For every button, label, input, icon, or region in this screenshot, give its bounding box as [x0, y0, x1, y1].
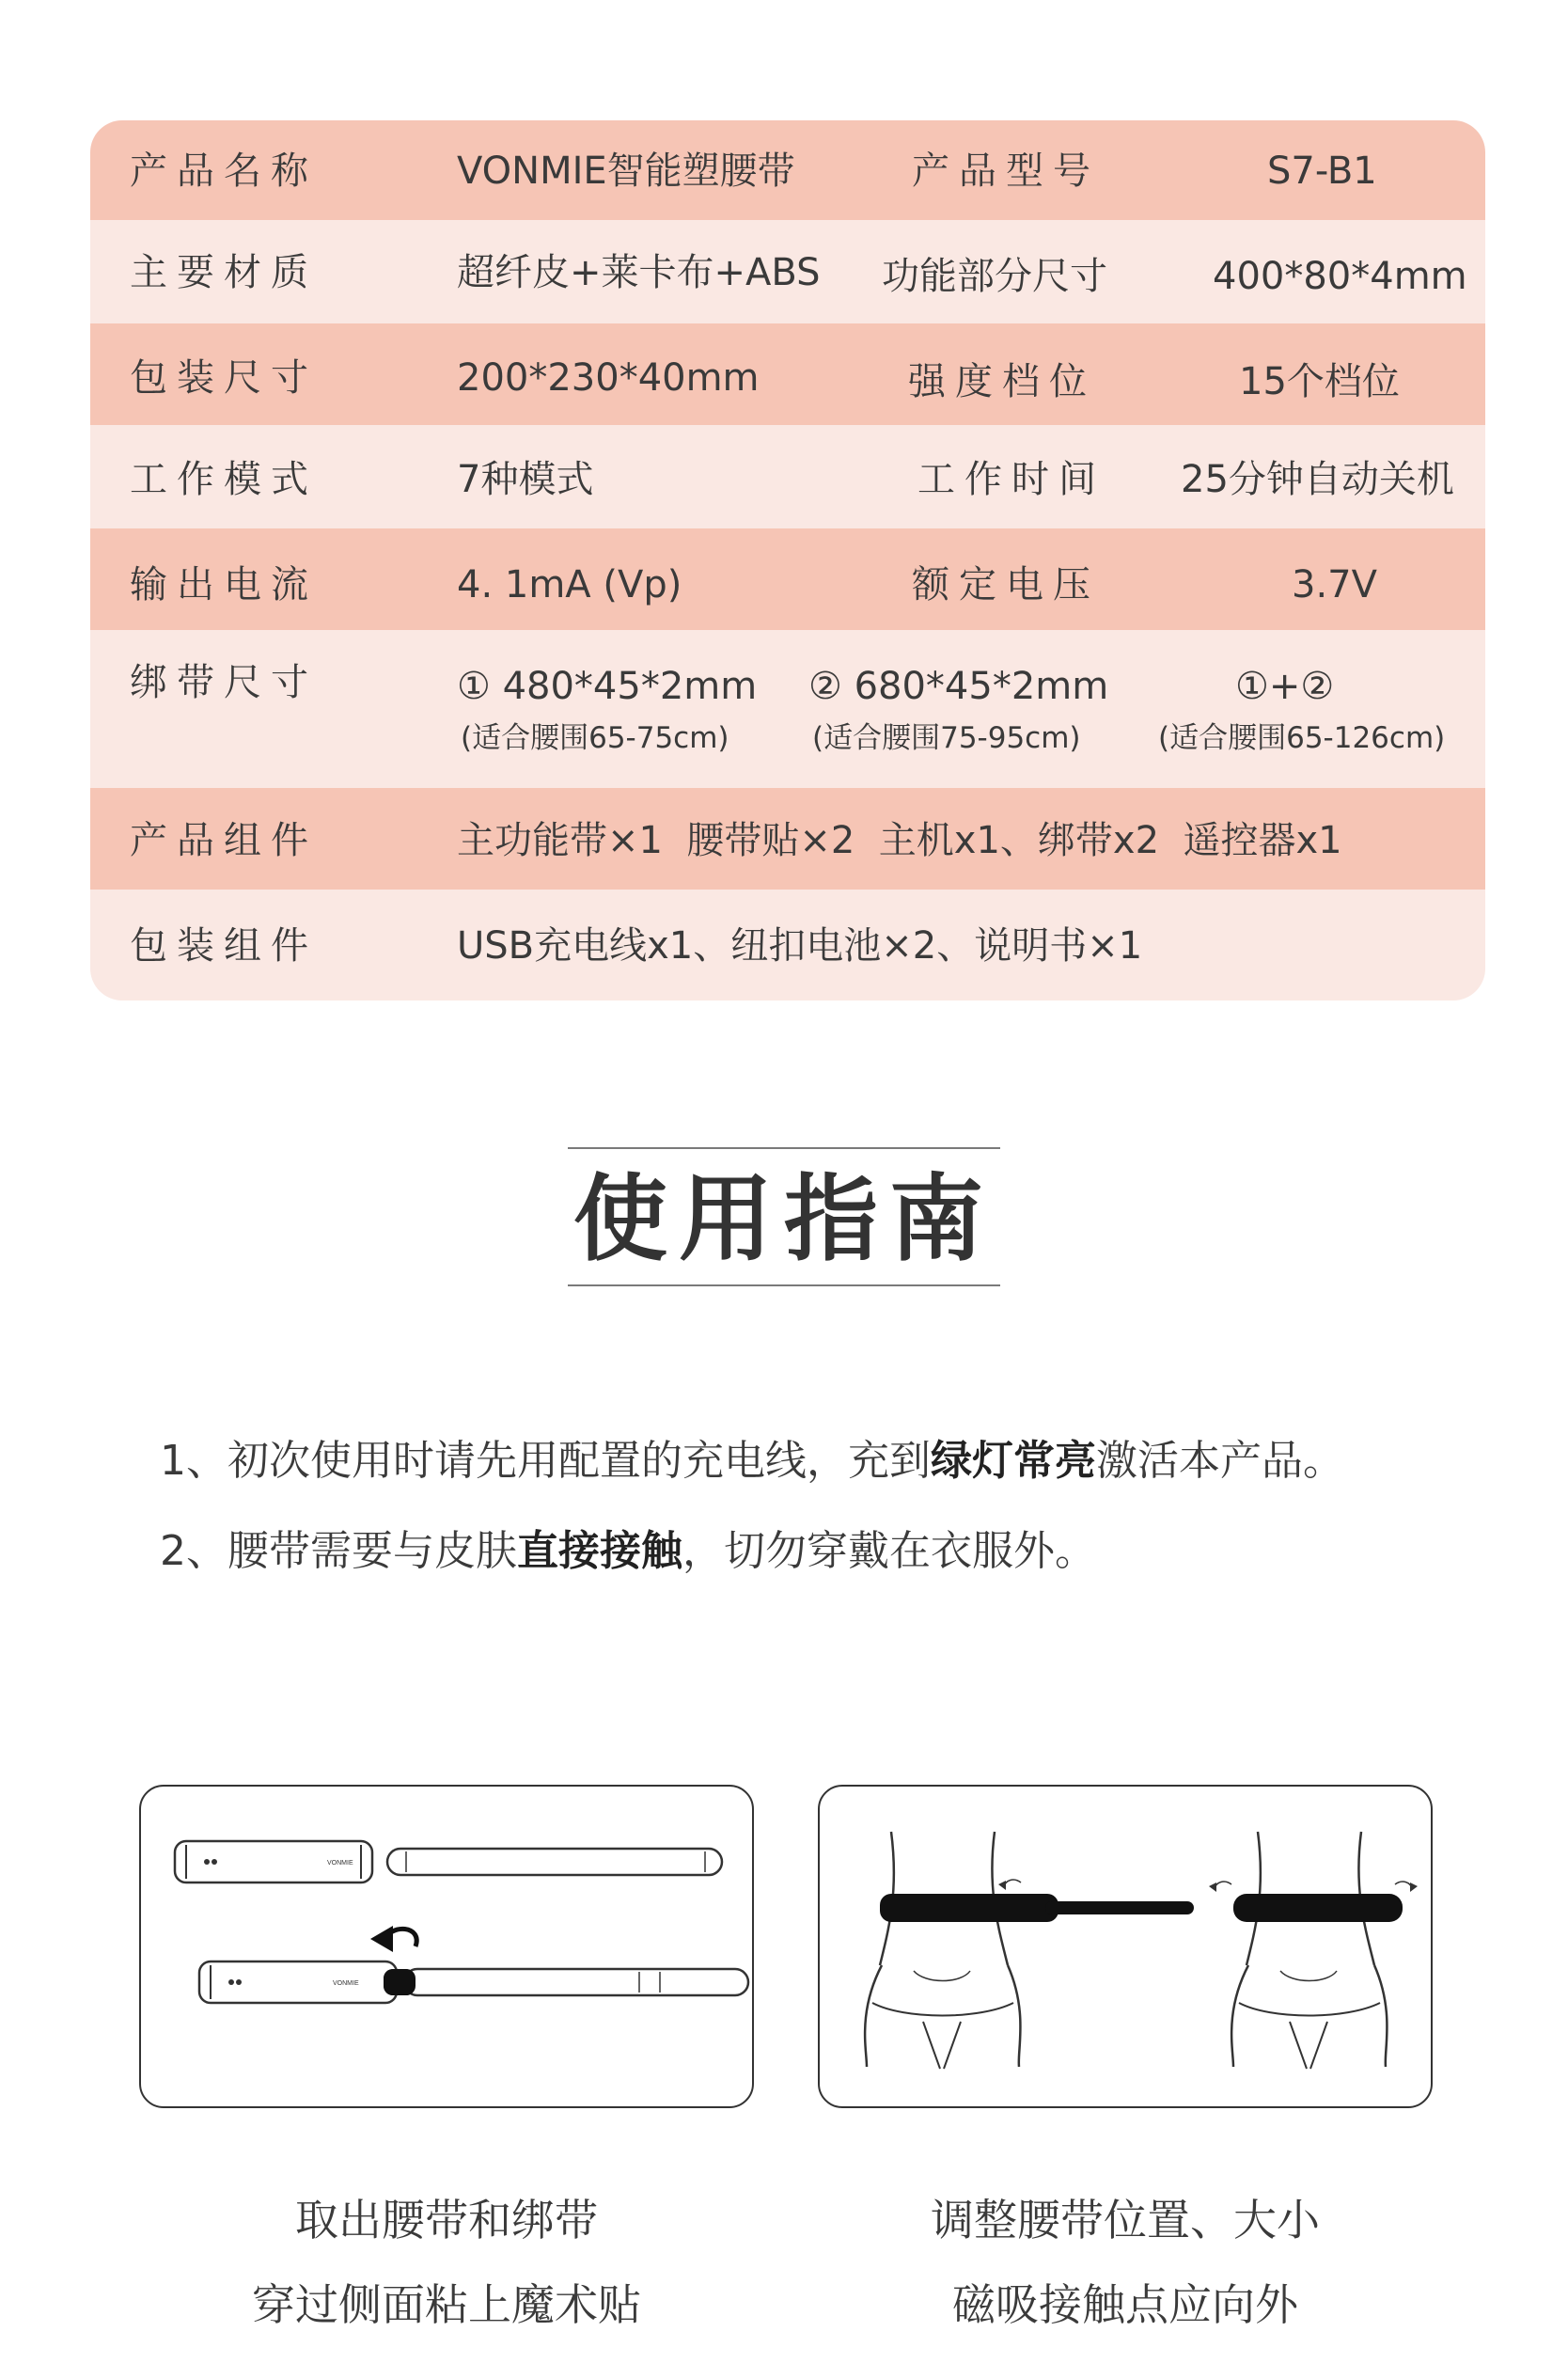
spec-row-mode — [90, 425, 1485, 528]
strap-size-1: ① 480*45*2mm — [457, 665, 758, 708]
spec-label: 绑带尺寸 — [130, 661, 318, 704]
body-belt-illustration — [820, 1787, 1431, 2106]
spec-value: 25分钟自动关机 — [1181, 458, 1454, 501]
brand-text: VONMIE — [327, 1860, 353, 1867]
spec-row-strap — [90, 630, 1485, 788]
spec-value: 4. 1mA (Vp) — [457, 563, 682, 607]
title-rule-bottom — [568, 1284, 1000, 1286]
strap-size-2: ② 680*45*2mm — [808, 665, 1109, 708]
spec-value: 3.7V — [1292, 563, 1377, 607]
left-caption-2: 穿过侧面粘上魔术贴 — [252, 2279, 641, 2330]
guide-text: 2、腰带需要与皮肤 — [160, 1527, 517, 1575]
section-title — [568, 1147, 1000, 1286]
spec-value: USB充电线x1、纽扣电池×2、说明书×1 — [457, 924, 1143, 968]
spec-row-package-contents — [90, 890, 1485, 1000]
guide-line-1 — [160, 1437, 1344, 1485]
spec-value: S7-B1 — [1267, 150, 1377, 193]
spec-label: 功能部分尺寸 — [882, 255, 1107, 298]
spec-row-components — [90, 788, 1485, 890]
spec-value: VONMIE智能塑腰带 — [457, 150, 795, 193]
spec-label: 包装尺寸 — [130, 356, 318, 400]
spec-value: 超纤皮+莱卡布+ABS — [457, 251, 821, 294]
spec-label: 包装组件 — [130, 924, 318, 968]
spec-label: 主要材质 — [130, 251, 318, 294]
spec-value: 400*80*4mm — [1213, 255, 1467, 298]
guide-text: ，切勿穿戴在衣服外。 — [682, 1527, 1096, 1575]
spec-label: 产品组件 — [130, 819, 318, 862]
spec-row-package-size — [90, 323, 1485, 425]
spec-label: 额定电压 — [912, 563, 1100, 607]
spec-label: 产品名称 — [130, 150, 318, 193]
guide-text: 1、初次使用时请先用配置的充电线，充到 — [160, 1437, 931, 1485]
guide-emphasis: 直接接触 — [517, 1527, 682, 1575]
spec-table — [90, 120, 1485, 1000]
page-title: 使用指南 — [573, 1163, 995, 1274]
right-caption-1: 调整腰带位置、大小 — [931, 2195, 1320, 2245]
spec-value: 15个档位 — [1239, 360, 1400, 403]
guide-emphasis: 绿灯常亮 — [931, 1437, 1096, 1485]
right-caption-2: 磁吸接触点应向外 — [952, 2279, 1298, 2330]
brand-text: VONMIE — [333, 1980, 359, 1987]
title-rule-top — [568, 1147, 1000, 1149]
spec-label: 产品型号 — [912, 150, 1100, 193]
spec-label: 强度档位 — [908, 360, 1096, 403]
spec-label: 工作时间 — [917, 458, 1105, 501]
illustration-strap-assembly — [139, 1785, 754, 2108]
guide-text: 激活本产品。 — [1096, 1437, 1344, 1485]
spec-value: 200*230*40mm — [457, 356, 760, 400]
strap-fit-2: (适合腰围75-95cm) — [812, 721, 1081, 755]
spec-row-material — [90, 220, 1485, 323]
spec-row-name — [90, 120, 1485, 220]
spec-label: 工作模式 — [130, 458, 318, 501]
belt-strap-illustration — [141, 1787, 752, 2106]
strap-size-combined: ①+② — [1235, 665, 1335, 708]
spec-row-current — [90, 528, 1485, 630]
spec-value: 主功能带×1 腰带贴×2 主机x1、绑带x2 遥控器x1 — [457, 819, 1342, 862]
illustration-wear-position — [818, 1785, 1433, 2108]
spec-value: 7种模式 — [457, 458, 594, 501]
left-caption-1: 取出腰带和绑带 — [295, 2195, 598, 2245]
strap-fit-combined: (适合腰围65-126cm) — [1158, 721, 1446, 755]
strap-fit-1: (适合腰围65-75cm) — [461, 721, 729, 755]
spec-label: 输出电流 — [130, 563, 318, 607]
guide-line-2 — [160, 1527, 1096, 1575]
